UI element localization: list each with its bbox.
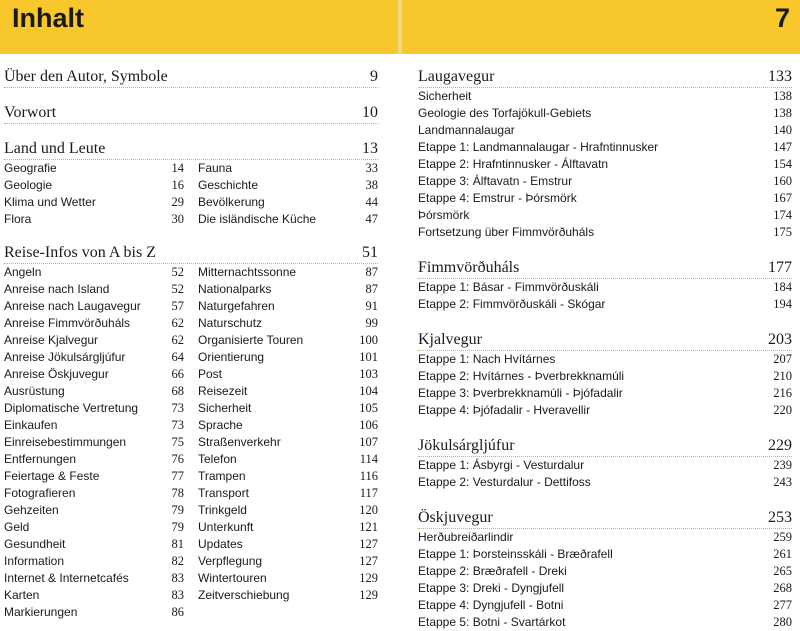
entry-label: Geografie [4,161,57,175]
entry-label: Naturgefahren [198,299,275,313]
entry-page: 259 [773,530,792,544]
toc-entry[interactable] [418,122,792,139]
entry-page: 129 [359,588,378,602]
entry-label: Geschichte [198,178,259,192]
section-page: 229 [768,437,792,454]
entry-page: 277 [773,598,792,612]
toc-section [418,66,792,241]
page-title: Inhalt [12,3,84,33]
entry-label: Etappe 5: Botni - Svartárkot [418,615,566,629]
toc-entry[interactable] [418,88,792,105]
entry-page: 129 [359,571,378,585]
toc-section-reise [4,242,378,621]
toc-entry[interactable] [4,451,184,468]
subentry-list [418,529,792,631]
entry-label: Anreise Jökulsárgljúfur [4,350,126,364]
entry-label: Geld [4,520,30,534]
toc-entry[interactable] [4,194,184,211]
entry-label: Herðubreiðarlindir [418,530,514,544]
entry-page: 64 [171,350,184,364]
toc-section[interactable] [4,102,378,124]
toc-entry[interactable] [418,402,792,419]
toc-section [418,329,792,419]
entry-page: 79 [171,520,184,534]
section-page: 51 [362,244,378,261]
entry-page: 107 [359,435,378,449]
toc-entry[interactable] [198,502,378,519]
entry-label: Feiertage & Feste [4,469,100,483]
toc-entry[interactable] [418,385,792,402]
entry-page: 99 [365,316,378,330]
section-title[interactable]: Jökulsárgljúfur [418,437,515,454]
entry-page: 91 [365,299,378,313]
entry-label: Etappe 2: Hvítárnes - Þverbrekknamúli [418,369,625,383]
entry-page: 87 [365,265,378,279]
entry-page: 33 [365,161,378,175]
entry-page: 73 [171,401,184,415]
entry-page: 38 [365,178,378,192]
toc-entry[interactable] [198,211,378,228]
toc-entry[interactable] [4,400,184,417]
toc-entry[interactable] [198,587,378,604]
toc-section [418,435,792,491]
toc-entry[interactable] [198,468,378,485]
entry-label: Angeln [4,265,42,279]
entry-label: Þórsmörk [418,208,470,222]
entry-label: Geologie [4,178,53,192]
entry-page: 78 [171,486,184,500]
entry-label: Wintertouren [198,571,267,585]
toc-entry[interactable] [418,105,792,122]
entry-label: Etappe 4: Þjófadalir - Hveravellir [418,403,591,417]
entry-page: 243 [773,475,792,489]
entry-page: 57 [171,299,184,313]
toc-section[interactable] [4,66,378,88]
entry-label: Unterkunft [198,520,254,534]
entry-label: Etappe 1: Ásbyrgi - Vesturdalur [418,458,585,472]
entry-label: Fauna [198,161,233,175]
entry-label: Markierungen [4,605,78,619]
toc-entry[interactable] [418,351,792,368]
entry-label: Etappe 2: Bræðrafell - Dreki [418,564,567,578]
subentry-column [4,160,184,228]
entry-label: Gehzeiten [4,503,59,517]
entry-label: Fortsetzung über Fimmvörðuháls [418,225,595,239]
section-page: 133 [768,68,792,85]
entry-page: 29 [171,195,184,209]
entry-page: 194 [773,297,792,311]
entry-page: 68 [171,384,184,398]
subentry-column [198,264,378,621]
entry-label: Anreise nach Island [4,282,110,296]
toc-entry[interactable] [198,298,378,315]
toc-entry[interactable] [198,553,378,570]
entry-page: 140 [773,123,792,137]
entry-page: 76 [171,452,184,466]
entry-page: 79 [171,503,184,517]
entry-label: Zeitverschiebung [198,588,290,602]
toc-entry[interactable] [418,529,792,546]
entry-label: Bevölkerung [198,195,265,209]
section-page: 253 [768,509,792,526]
entry-page: 220 [773,403,792,417]
entry-page: 83 [171,571,184,585]
toc-entry[interactable] [4,502,184,519]
entry-label: Nationalparks [198,282,272,296]
entry-label: Reisezeit [198,384,248,398]
toc-entry[interactable] [418,173,792,190]
entry-page: 216 [773,386,792,400]
entry-label: Sicherheit [198,401,252,415]
toc-entry[interactable] [418,597,792,614]
toc-entry[interactable] [4,417,184,434]
entry-page: 52 [171,282,184,296]
toc-entry[interactable] [4,468,184,485]
toc-entry[interactable] [198,383,378,400]
toc-entry[interactable] [198,417,378,434]
entry-label: Ausrüstung [4,384,65,398]
toc-entry[interactable] [198,315,378,332]
entry-label: Diplomatische Vertretung [4,401,139,415]
toc-entry[interactable] [4,264,184,281]
toc-section [418,257,792,313]
toc-entry[interactable] [4,553,184,570]
toc-entry[interactable] [418,279,792,296]
entry-label: Post [198,367,223,381]
entry-label: Anreise Kjalvegur [4,333,99,347]
entry-label: Entfernungen [4,452,77,466]
toc-entry[interactable] [4,587,184,604]
entry-label: Updates [198,537,243,551]
toc-left-column [4,66,378,621]
toc-section [418,507,792,631]
entry-page: 87 [365,282,378,296]
entry-label: Transport [198,486,249,500]
toc-entry[interactable] [198,434,378,451]
subentry-list [418,279,792,313]
toc-entry[interactable] [4,211,184,228]
entry-label: Klima und Wetter [4,195,96,209]
entry-label: Etappe 1: Básar - Fimmvörðuskáli [418,280,599,294]
toc-entry[interactable] [418,474,792,491]
toc-entry[interactable] [418,296,792,313]
entry-page: 175 [773,225,792,239]
entry-page: 83 [171,588,184,602]
entry-label: Etappe 4: Emstrur - Þórsmörk [418,191,577,205]
toc-entry[interactable] [198,194,378,211]
toc-entry[interactable] [4,332,184,349]
toc-entry[interactable] [4,281,184,298]
toc-entry[interactable] [4,315,184,332]
entry-label: Etappe 4: Dyngjufell - Botni [418,598,564,612]
entry-page: 14 [171,161,184,175]
entry-label: Orientierung [198,350,265,364]
entry-page: 160 [773,174,792,188]
section-title[interactable]: Reise-Infos von A bis Z [4,244,156,261]
toc-entry[interactable] [198,366,378,383]
toc-entry[interactable] [4,485,184,502]
entry-label: Anreise Öskjuvegur [4,367,109,381]
toc-entry[interactable] [418,563,792,580]
toc-entry[interactable] [198,485,378,502]
section-page: 9 [370,68,378,85]
entry-label: Landmannalaugar [418,123,515,137]
entry-label: Mitternachtssonne [198,265,297,279]
entry-label: Sicherheit [418,89,472,103]
toc-entry[interactable] [198,177,378,194]
entry-page: 117 [359,486,378,500]
header-band-right [402,0,800,54]
toc-entry[interactable] [418,190,792,207]
section-title[interactable]: Vorwort [4,104,57,121]
entry-page: 116 [359,469,378,483]
entry-label: Straßenverkehr [198,435,281,449]
toc-entry[interactable] [418,156,792,173]
entry-label: Etappe 2: Hrafntinnusker - Álftavatn [418,157,609,171]
entry-label: Information [4,554,65,568]
entry-label: Einkaufen [4,418,58,432]
entry-page: 120 [359,503,378,517]
entry-page: 52 [171,265,184,279]
section-title[interactable]: Land und Leute [4,140,106,157]
section-page: 10 [362,104,378,121]
subentry-list [418,457,792,491]
section-title[interactable]: Fimmvörðuháls [418,259,520,276]
toc-entry[interactable] [4,366,184,383]
section-title[interactable]: Über den Autor, Symbole [4,68,168,85]
toc-entry[interactable] [418,368,792,385]
toc-entry[interactable] [198,332,378,349]
subentry-column [4,264,184,621]
toc-entry[interactable] [4,570,184,587]
entry-label: Telefon [198,452,237,466]
entry-page: 114 [359,452,378,466]
entry-page: 167 [773,191,792,205]
entry-page: 280 [773,615,792,629]
entry-page: 127 [359,537,378,551]
entry-page: 106 [359,418,378,432]
toc-entry[interactable] [4,604,184,621]
entry-page: 73 [171,418,184,432]
entry-page: 66 [171,367,184,381]
entry-page: 30 [171,212,184,226]
entry-label: Organisierte Touren [198,333,304,347]
entry-page: 105 [359,401,378,415]
entry-page: 147 [773,140,792,154]
toc-entry[interactable] [198,570,378,587]
toc-entry[interactable] [418,207,792,224]
section-page: 177 [768,259,792,276]
entry-label: Karten [4,588,40,602]
toc-entry[interactable] [198,349,378,366]
toc-entry[interactable] [418,580,792,597]
toc-entry[interactable] [418,224,792,241]
toc-entry[interactable] [4,536,184,553]
entry-page: 44 [365,195,378,209]
entry-label: Trampen [198,469,246,483]
toc-right-column [418,66,792,631]
entry-page: 100 [359,333,378,347]
entry-page: 47 [365,212,378,226]
entry-label: Etappe 3: Álftavatn - Emstrur [418,174,573,188]
entry-page: 207 [773,352,792,366]
entry-page: 184 [773,280,792,294]
entry-label: Anreise Fimmvörðuháls [4,316,131,330]
toc-entry[interactable] [4,434,184,451]
entry-label: Etappe 3: Dreki - Dyngjufell [418,581,565,595]
entry-label: Naturschutz [198,316,263,330]
toc-entry[interactable] [4,298,184,315]
entry-label: Geologie des Torfajökull-Gebiets [418,106,592,120]
entry-page: 121 [359,520,378,534]
entry-label: Einreisebestimmungen [4,435,127,449]
entry-label: Die isländische Küche [198,212,317,226]
subentry-column [198,160,378,228]
entry-label: Etappe 2: Fimmvörðuskáli - Skógar [418,297,606,311]
entry-page: 261 [773,547,792,561]
toc-entry[interactable] [4,160,184,177]
entry-page: 210 [773,369,792,383]
entry-page: 174 [773,208,792,222]
section-page: 203 [768,331,792,348]
toc-entry[interactable] [418,546,792,563]
entry-page: 62 [171,333,184,347]
entry-label: Sprache [198,418,243,432]
entry-label: Fotografieren [4,486,76,500]
entry-label: Etappe 1: Nach Hvítárnes [418,352,556,366]
toc-entry[interactable] [198,451,378,468]
toc-entry[interactable] [4,177,184,194]
entry-label: Internet & Internetcafés [4,571,129,585]
entry-label: Anreise nach Laugavegur [4,299,141,313]
toc-entry[interactable] [418,614,792,631]
entry-label: Flora [4,212,32,226]
entry-page: 16 [171,178,184,192]
toc-entry[interactable] [4,519,184,536]
entry-page: 265 [773,564,792,578]
section-title[interactable]: Kjalvegur [418,331,482,348]
entry-page: 62 [171,316,184,330]
entry-page: 268 [773,581,792,595]
toc-entry[interactable] [418,457,792,474]
toc-entry[interactable] [198,400,378,417]
entry-page: 104 [359,384,378,398]
entry-page: 127 [359,554,378,568]
entry-page: 101 [359,350,378,364]
entry-label: Etappe 1: Landmannalaugar - Hrafntinnusker [418,140,659,154]
page-number: 7 [774,3,790,33]
toc-entry[interactable] [198,281,378,298]
toc-entry[interactable] [198,536,378,553]
entry-page: 82 [171,554,184,568]
subentry-list [418,351,792,419]
entry-label: Gesundheit [4,537,66,551]
entry-page: 81 [171,537,184,551]
entry-page: 138 [773,89,792,103]
entry-label: Etappe 1: Þorsteinsskáli - Bræðrafell [418,547,613,561]
entry-page: 86 [171,605,184,619]
entry-page: 154 [773,157,792,171]
entry-label: Etappe 2: Vesturdalur - Dettifoss [418,475,591,489]
section-title[interactable]: Öskjuvegur [418,509,493,526]
toc-entry[interactable] [198,160,378,177]
toc-entry[interactable] [198,264,378,281]
toc-entry[interactable] [418,139,792,156]
subentry-list [418,88,792,241]
toc-entry[interactable] [198,519,378,536]
entry-label: Trinkgeld [198,503,247,517]
header-band-left [0,0,398,54]
toc-entry[interactable] [4,349,184,366]
toc-entry[interactable] [4,383,184,400]
toc-section-land [4,138,378,228]
entry-page: 138 [773,106,792,120]
section-page: 13 [362,140,378,157]
entry-page: 103 [359,367,378,381]
entry-label: Verpflegung [198,554,263,568]
entry-page: 77 [171,469,184,483]
section-title[interactable]: Laugavegur [418,68,495,85]
entry-page: 75 [171,435,184,449]
entry-label: Etappe 3: Þverbrekknamúli - Þjófadalir [418,386,623,400]
entry-page: 239 [773,458,792,472]
